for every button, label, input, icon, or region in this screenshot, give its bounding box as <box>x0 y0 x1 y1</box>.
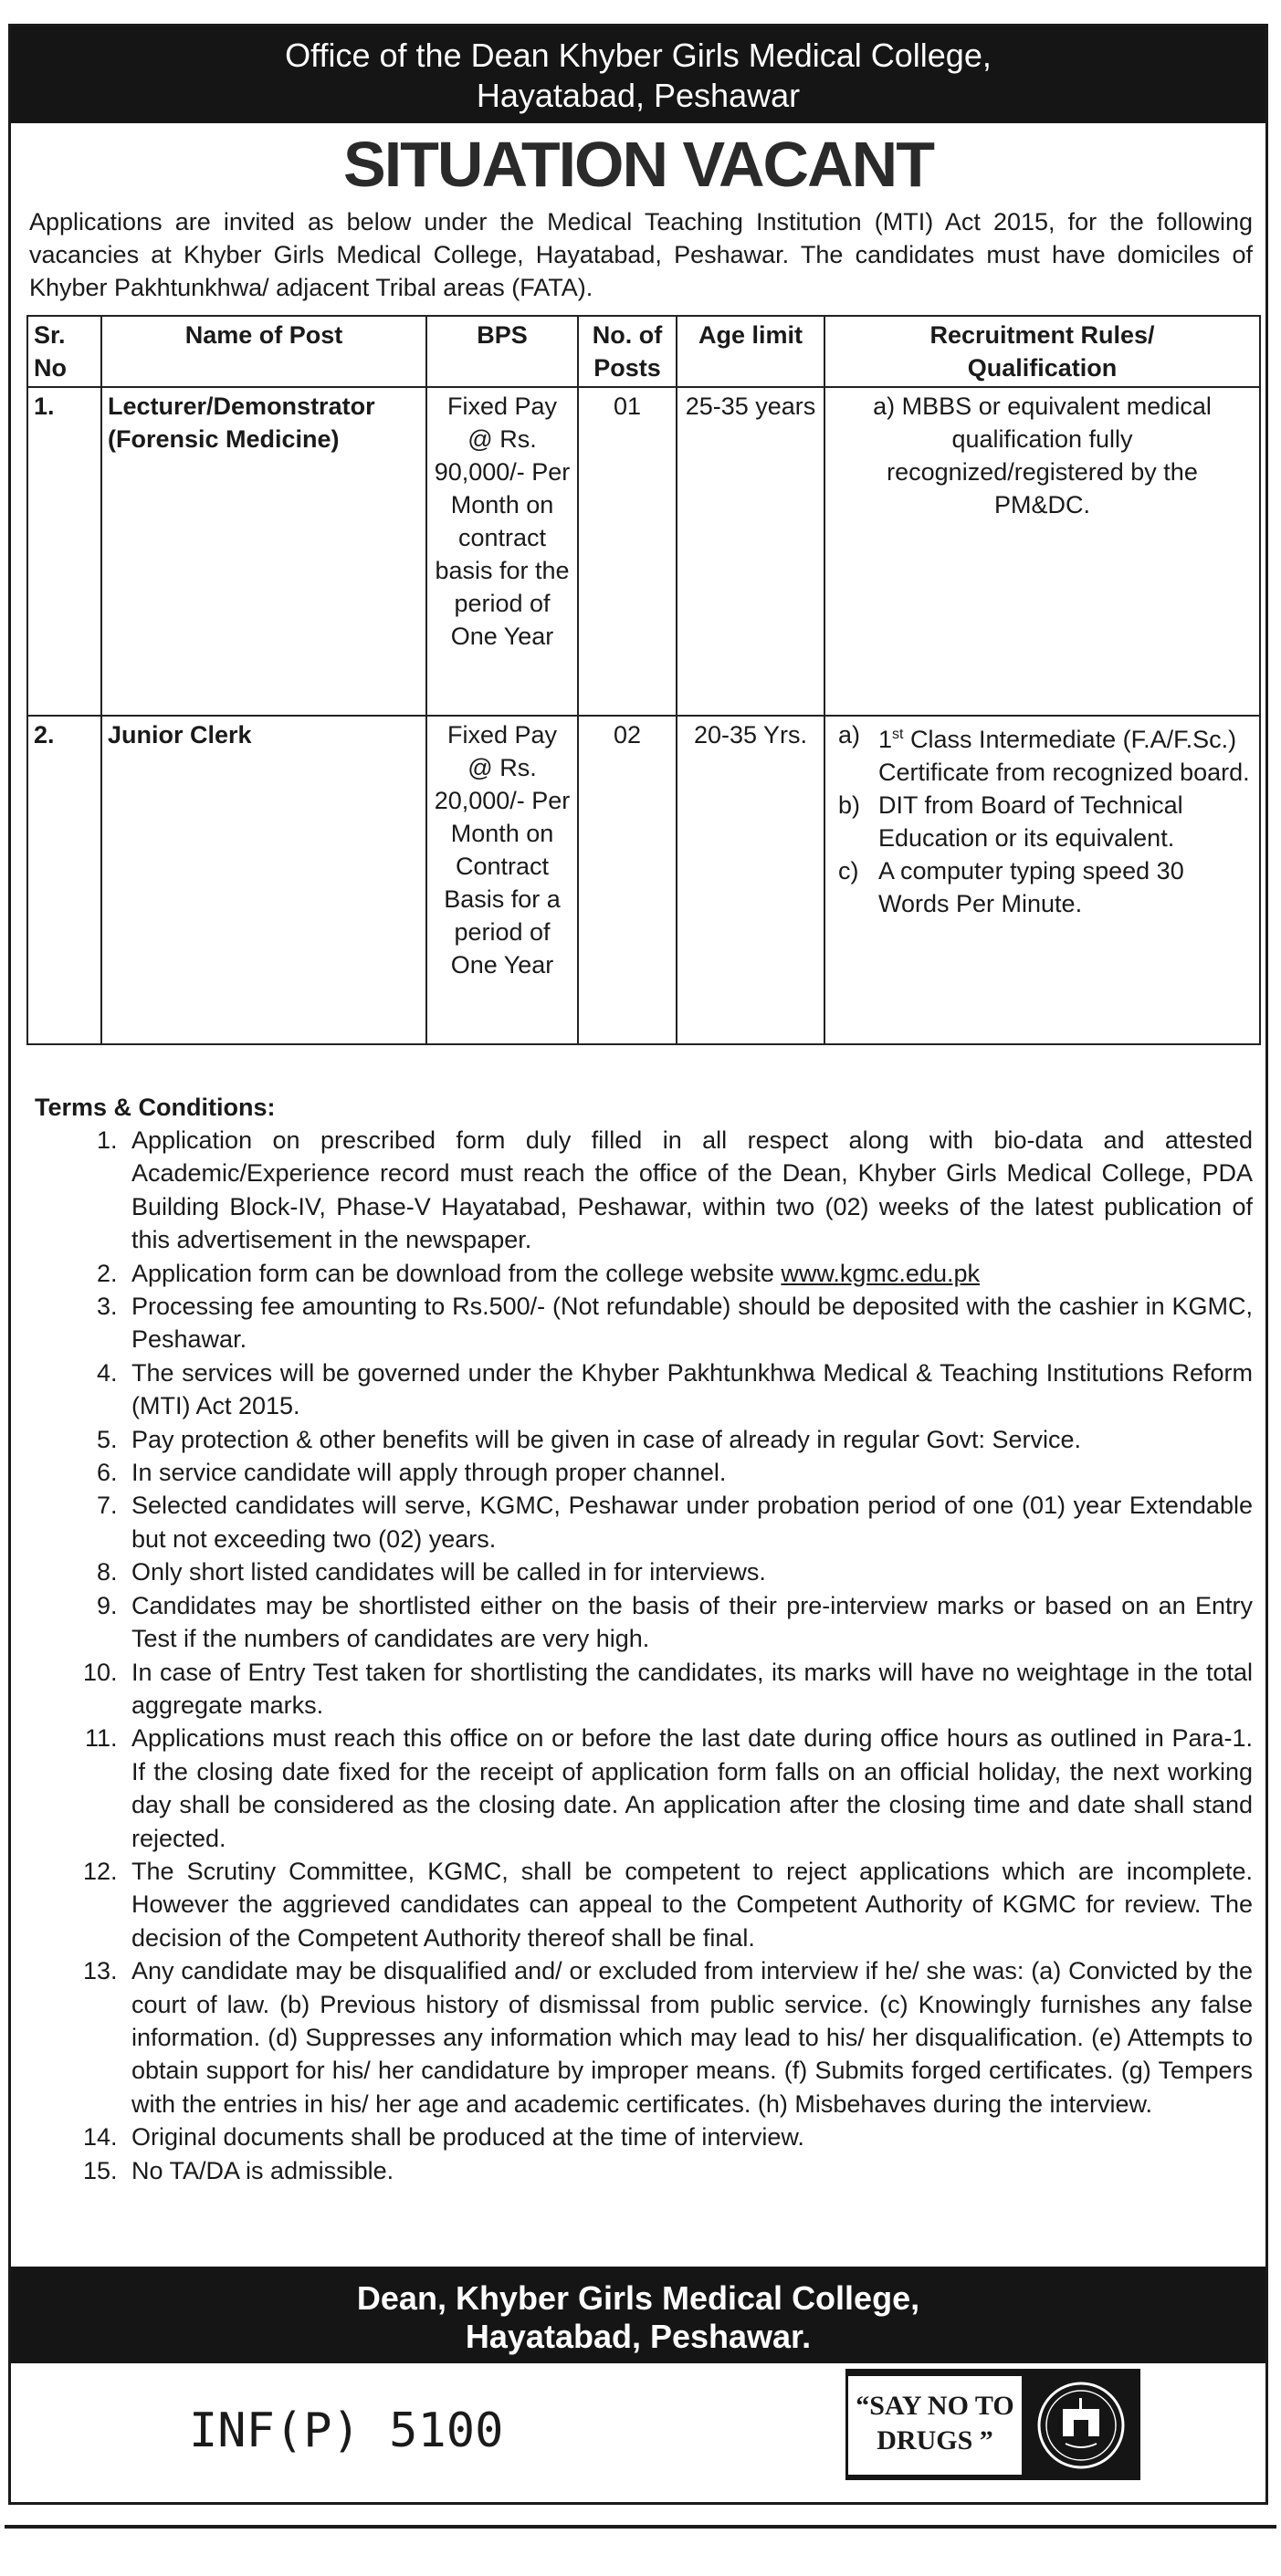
header-bps: BPS <box>426 316 578 387</box>
qualification-item <box>838 854 1254 920</box>
footer-band <box>11 2267 1265 2363</box>
qualification-label: b) <box>838 791 861 819</box>
term-item: 12. The Scrutiny Committee, KGMC, shall be competent to reject applications which are incomplete. However the aggrieved candidates can appeal to the Competent Authority of KGMC for review. The decision of the Competent Authority thereof shall be final. <box>124 1855 1253 1954</box>
qualification-sup: st <box>892 727 904 742</box>
header-post: Name of Post <box>101 316 426 387</box>
drugs-slogan <box>848 2376 1022 2475</box>
term-text: Application form can be download from the college website <box>131 1259 782 1287</box>
cell-posts: 01 <box>578 387 677 716</box>
cell-posts: 02 <box>578 716 677 1044</box>
inf-number: INF(P) 5100 <box>189 2403 504 2458</box>
term-item: 13. Any candidate may be disqualified and/ or excluded from interview if he/ she was: (a) Convicted by the court of law. (b) Previous history of dismissal from public service. (c) Knowingly furnishes any false information. (d) Suppresses any information which may lead to his/ her disqualification. (e) Attempts to obtain support for his/ her candidature by improper means. (f) Submits forged certificates. (g) Tempers with the entries in his/ her age and academic certificates. (h) Misbehaves during the interview. <box>124 1954 1253 2120</box>
drugs-line-1: “SAY NO TO <box>856 2391 1014 2421</box>
cell-post: Lecturer/Demonstrator (Forensic Medicine) <box>101 387 426 716</box>
qualification-text: Class Intermediate (F.A/F.Sc.) Certificate from recognized board. <box>878 726 1250 786</box>
terms-heading: Terms & Conditions: <box>35 1094 276 1121</box>
header-line-2: Hayatabad, Peshawar <box>476 77 801 114</box>
terms-list <box>35 1124 1253 2187</box>
qualification-label: a) <box>873 393 896 420</box>
cell-qualification <box>824 716 1260 1044</box>
cell-sr: 2. <box>27 716 101 1044</box>
website-link[interactable]: www.kgmc.edu.pk <box>781 1259 980 1287</box>
qualification-label: a) <box>838 721 861 749</box>
term-item: 4. The services will be governed under the Khyber Pakhtunkhwa Medical & Teaching Institutions Reform (MTI) Act 2015. <box>124 1356 1253 1423</box>
bottom-rule <box>5 2525 1276 2529</box>
term-item: 5. Pay protection & other benefits will be given in case of already in regular Govt: Service. <box>124 1423 1253 1456</box>
term-item: 9. Candidates may be shortlisted either on the basis of their pre-interview marks or based on an Entry Test if the numbers of candidates are very high. <box>124 1589 1253 1656</box>
qualification-text: A computer typing speed 30 Words Per Minute. <box>878 857 1184 917</box>
qualification-text: MBBS or equivalent medical qualification fully recognized/registered by the PM&DC. <box>887 393 1212 518</box>
footer-line-1: Dean, Khyber Girls Medical College, <box>356 2279 920 2317</box>
say-no-to-drugs-banner <box>845 2369 1140 2480</box>
terms-section <box>35 1091 1253 2187</box>
term-item: 1. Application on prescribed form duly filled in all respect along with bio-data and attested Academic/Experience record must reach the office of the Dean, Khyber Girls Medical College, PDA Building Block-IV, Phase-V Hayatabad, Peshawar, within two (02) weeks of the latest publication of this advertisement in the newspaper. <box>124 1124 1253 1257</box>
header-posts: No. of Posts <box>578 316 677 387</box>
cell-age: 20-35 Yrs. <box>677 716 824 1044</box>
qualification-item <box>862 390 1223 521</box>
term-item: 15. No TA/DA is admissible. <box>124 2154 1253 2187</box>
term-item: 11. Applications must reach this office on or before the last date during office hours as outlined in Para-1. If the closing date fixed for the receipt of application form falls on an official holiday, the next working day shall be considered as the closing date. An application after the closing time and date shall stand rejected. <box>124 1722 1253 1855</box>
qualification-item <box>838 789 1254 854</box>
header-age: Age limit <box>677 316 824 387</box>
term-item: 8. Only short listed candidates will be called in for interviews. <box>124 1555 1253 1588</box>
header-qualification: Recruitment Rules/ Qualification <box>824 316 1260 387</box>
term-item: 6. In service candidate will apply through proper channel. <box>124 1456 1253 1489</box>
qualification-label: c) <box>838 857 859 885</box>
term-item: 10. In case of Entry Test taken for shortlisting the candidates, its marks will have no weightage in the total aggregate marks. <box>124 1656 1253 1723</box>
term-item <box>124 1257 1253 1290</box>
cell-post: Junior Clerk <box>101 716 426 1044</box>
government-seal-icon <box>1033 2378 1129 2473</box>
cell-sr: 1. <box>27 387 101 716</box>
qualification-ordinal: 1 <box>878 726 893 753</box>
term-item: 14. Original documents shall be produced at the time of interview. <box>124 2120 1253 2153</box>
cell-bps: Fixed Pay @ Rs. 90,000/- Per Month on contract basis for the period of One Year <box>426 387 578 716</box>
header-sr: Sr. No <box>27 316 101 387</box>
table-row <box>27 387 1260 716</box>
term-item: 7. Selected candidates will serve, KGMC, Peshawar under probation period of one (01) year Extendable but not exceeding two (02) years. <box>124 1489 1253 1555</box>
drugs-line-2: DRUGS ” <box>877 2425 993 2456</box>
intro-paragraph: Applications are invited as below under the Medical Teaching Institution (MTI) Act 2015, for the following vacancies at Khyber Girls Medical College, Hayatabad, Peshawar. The candidates must have domiciles of Khyber Pakhtunkhwa/ adjacent Tribal areas (FATA). <box>29 208 1253 301</box>
table-row <box>27 716 1260 1044</box>
header-line-1: Office of the Dean Khyber Girls Medical College, <box>285 37 992 74</box>
advertisement <box>8 24 1268 2505</box>
footer-line-2: Hayatabad, Peshawar. <box>465 2318 812 2355</box>
cell-age: 25-35 years <box>677 387 824 716</box>
term-item: 3. Processing fee amounting to Rs.500/- (Not refundable) should be deposited with the cashier in KGMC, Peshawar. <box>124 1290 1253 1356</box>
table-header-row <box>27 316 1260 387</box>
cell-bps: Fixed Pay @ Rs. 20,000/- Per Month on Contract Basis for a period of One Year <box>426 716 578 1044</box>
header-band <box>11 26 1265 123</box>
qualification-text: DIT from Board of Technical Education or its equivalent. <box>878 791 1183 852</box>
qualification-item <box>838 718 1254 789</box>
cell-qualification <box>824 387 1260 716</box>
page-title: SITUATION VACANT <box>343 129 933 200</box>
vacancy-table <box>26 315 1261 1045</box>
